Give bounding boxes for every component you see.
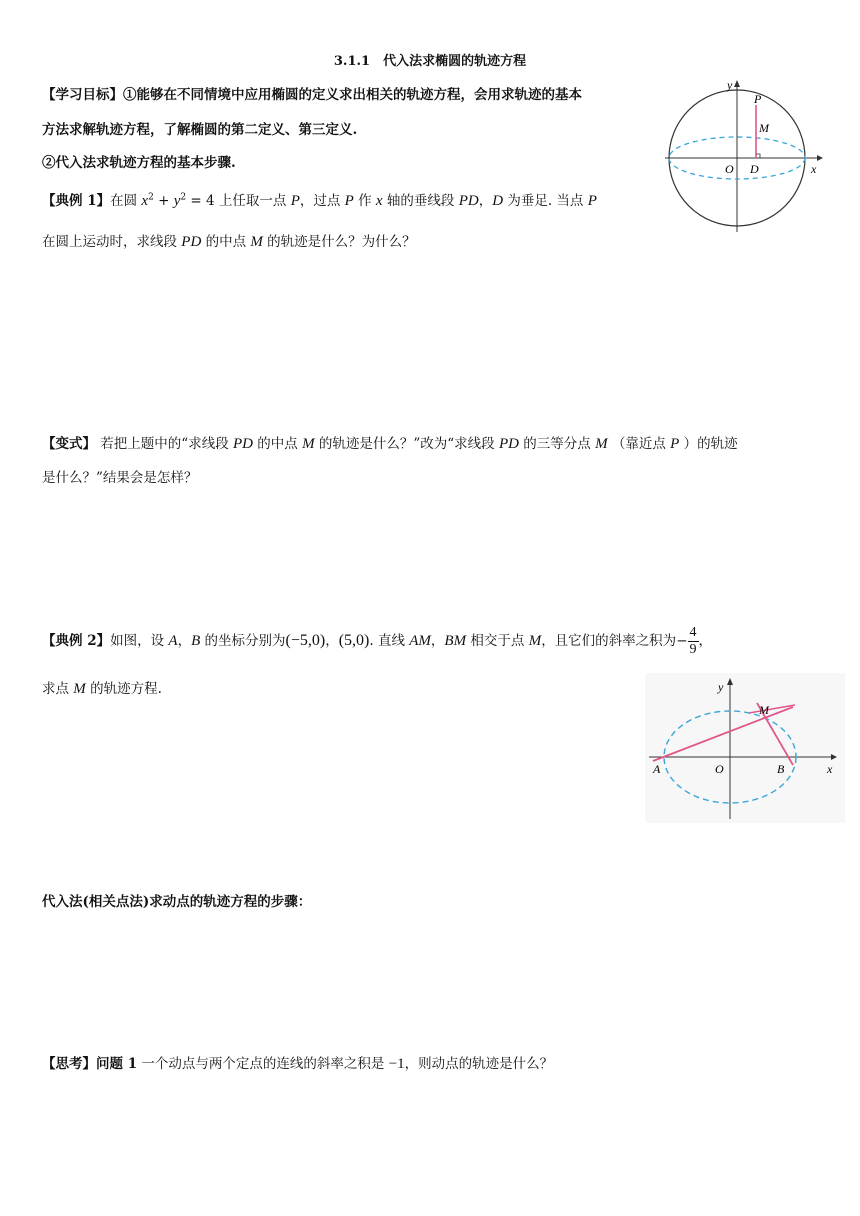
label-M: M <box>759 121 769 135</box>
label-P: P <box>754 92 762 106</box>
label-x: x <box>811 162 817 176</box>
example2-text: 相交于点 <box>466 633 529 649</box>
example1-text: 上任取一点 <box>214 193 291 209</box>
variant-text: 若把上题中的“求线段 <box>96 436 233 452</box>
think-line <box>42 1052 553 1073</box>
variant-text: 的中点 <box>252 436 303 452</box>
math-AM: AM <box>409 633 431 649</box>
math-M: M <box>250 234 263 250</box>
think-text: ，则动点的轨迹是什么？ <box>404 1056 554 1072</box>
math-y: y <box>173 193 181 209</box>
math-BM: BM <box>444 633 467 649</box>
fraction-denominator: 9 <box>689 642 697 657</box>
objectives-text-1: ①能够在不同情境中应用椭圆的定义求出相关的轨迹方程，会用求轨迹的基本 <box>123 87 582 103</box>
variant-text: （靠近点 <box>607 436 671 452</box>
example2-text: ， <box>698 633 712 649</box>
example1-line-2 <box>42 230 416 251</box>
math-exponent: 2 <box>148 192 154 203</box>
math-value: −1 <box>388 1056 405 1072</box>
variant-line-1 <box>42 432 738 453</box>
example2-text: 如图，设 <box>110 633 169 649</box>
label-M: M <box>759 703 769 717</box>
label-O: O <box>725 162 734 176</box>
math-D: D <box>492 193 504 209</box>
example2-text: ，且它们的斜率之积为 <box>541 633 677 649</box>
example2-line-2 <box>42 677 162 698</box>
objectives-line-1 <box>42 83 582 103</box>
example1-text: 在圆上运动时，求线段 <box>42 234 182 250</box>
example1-text: 作 <box>353 193 376 209</box>
figure-ellipse-lines <box>645 673 845 823</box>
figure-background <box>645 673 845 823</box>
math-M: M <box>73 681 86 697</box>
example2-text: ， <box>430 633 445 649</box>
math-minus: − <box>676 633 688 649</box>
example2-label: 【典例 2】 <box>42 633 111 649</box>
example2-text: 求点 <box>42 681 74 697</box>
example2-text: ， <box>177 633 192 649</box>
math-P: P <box>670 436 680 452</box>
math-x: x <box>375 193 383 209</box>
math-A: A <box>168 633 178 649</box>
math-M: M <box>595 436 608 452</box>
example2-text: 的坐标分别为 <box>200 633 286 649</box>
example1-text: 轴的垂线段 <box>382 193 459 209</box>
objectives-line-3: ②代入法求轨迹方程的基本步骤. <box>42 155 236 171</box>
label-O: O <box>715 762 724 776</box>
fraction <box>688 625 699 658</box>
math-PD: PD <box>232 436 253 452</box>
math-B: B <box>191 633 201 649</box>
label-y: y <box>727 78 733 92</box>
label-y: y <box>718 680 724 694</box>
coord-A: (−5,0) <box>285 632 326 649</box>
objectives-line-2: 方法求解轨迹方程，了解椭圆的第二定义、第三定义. <box>42 122 358 138</box>
label-x: x <box>827 762 833 776</box>
y-axis-arrow-icon <box>734 80 740 87</box>
variant-text: ）的轨迹 <box>679 436 738 452</box>
math-x: x <box>141 193 149 209</box>
fraction-numerator: 4 <box>689 625 697 640</box>
example2-text: . 直线 <box>369 633 410 649</box>
math-PD: PD <box>498 436 519 452</box>
example2-line-1 <box>42 625 712 658</box>
math-M: M <box>528 633 542 649</box>
math-P: P <box>344 193 354 209</box>
steps-heading: 代入法(相关点法)求动点的轨迹方程的步骤： <box>42 894 312 910</box>
example1-text: 在圆 <box>110 193 142 209</box>
math-rhs: = 4 <box>186 193 215 209</box>
figure-circle-ellipse <box>655 75 825 235</box>
example1-label: 【典例 1】 <box>42 193 111 209</box>
coord-B: (5,0) <box>338 632 370 649</box>
example2-text: 的轨迹方程. <box>85 681 162 697</box>
math-plus: + <box>153 193 174 209</box>
example1-text: ，过点 <box>299 193 345 209</box>
math-exponent: 2 <box>180 192 187 203</box>
variant-text: 的轨迹是什么？”改为“求线段 <box>314 436 499 452</box>
example1-line-1 <box>42 189 597 210</box>
example1-text: 为垂足. 当点 <box>503 193 588 209</box>
math-PD: PD <box>458 193 479 209</box>
math-P: P <box>290 193 300 209</box>
label-D: D <box>750 162 759 176</box>
math-PD: PD <box>181 234 202 250</box>
example1-text: ， <box>478 193 493 209</box>
math-M: M <box>302 436 315 452</box>
example2-text: ， <box>325 633 339 649</box>
label-B: B <box>777 762 785 776</box>
variant-text: 的三等分点 <box>518 436 596 452</box>
x-axis-arrow-icon <box>817 155 823 161</box>
example1-text: 的中点 <box>201 234 251 250</box>
variant-label: 【变式】 <box>42 436 96 452</box>
objectives-label: 【学习目标】 <box>42 87 123 103</box>
math-P: P <box>587 193 597 209</box>
think-text: 一个动点与两个定点的连线的斜率之积是 <box>137 1056 389 1072</box>
think-label: 【思考】问题 1 <box>42 1056 138 1072</box>
page-title: 3.1.1 代入法求椭圆的轨迹方程 <box>333 54 527 69</box>
label-A: A <box>653 762 661 776</box>
example1-text: 的轨迹是什么？为什么？ <box>262 234 416 250</box>
variant-line-2: 是什么？”结果会是怎样？ <box>42 470 198 486</box>
